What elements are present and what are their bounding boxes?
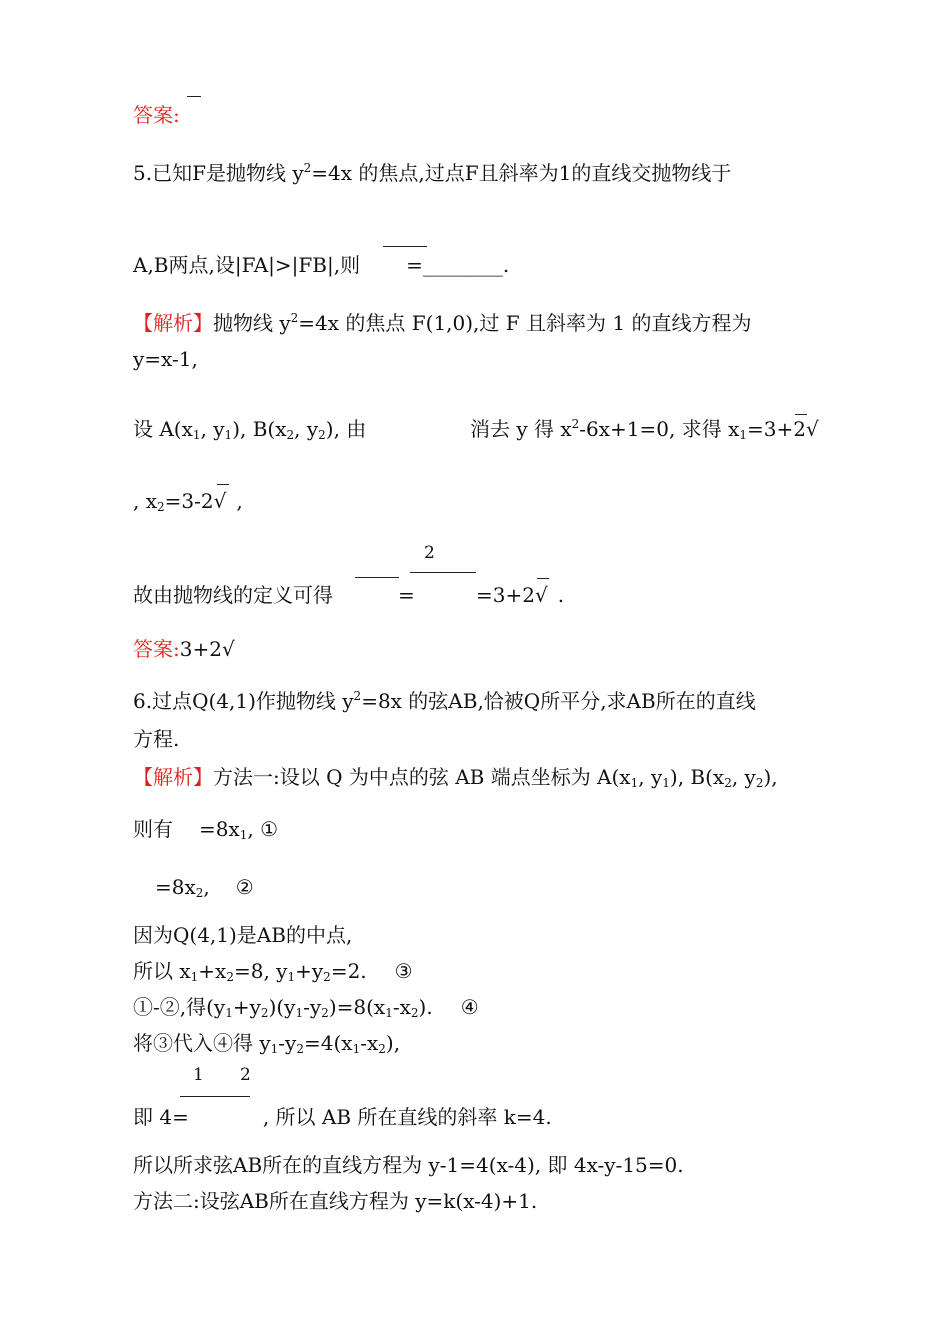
q6-line9: 将③代入④得 $y_1-y_2=4(x_1-x_2)$, xyxy=(133,1031,401,1056)
fraction-bar xyxy=(355,577,399,578)
q6-line7: 所以 $x_1+x_2=8$, $y_1+y_2=2$. ③ xyxy=(133,959,413,984)
q5-solution-line1: 【解析】抛物线 $y^2=4x$ 的焦点 F(1,0),过 F 且斜率为 1 的直线方程为 xyxy=(133,311,752,335)
sqrt-bar xyxy=(537,578,549,579)
fraction-bar xyxy=(180,1096,250,1097)
q5-solution-line3a: 设 $A(x_1$, $y_1$), $B(x_2$, $y_2$), 由 xyxy=(133,417,367,442)
q5-line1: 5.已知F是抛物线 $y^2=4x$ 的焦点,过点F且斜率为1的直线交抛物线于 xyxy=(133,161,732,185)
q6-line1: 6.过点Q(4,1)作抛物线 $y^2=8x$ 的弦AB,恰被Q所平分,求AB所在的直线 xyxy=(133,689,756,713)
sqrt-bar xyxy=(217,484,229,485)
q5-answer: 答案:3+2√ xyxy=(133,637,235,661)
answer-label-prev: 答案: xyxy=(133,103,180,127)
sqrt-symbol: √ xyxy=(805,417,819,441)
solution-tag: 【解析】 xyxy=(133,765,213,789)
q6-line2: 方程. xyxy=(133,727,180,751)
sqrt-symbol: √ xyxy=(534,583,548,607)
solution-tag: 【解析】 xyxy=(133,311,213,335)
q6-line6: 因为Q(4,1)是AB的中点, xyxy=(133,923,353,947)
q6-eq2: $=8x_2$, ② xyxy=(155,875,254,900)
q5-eq-sign: = xyxy=(398,583,415,607)
q5-solution-line5-value: =3+2√ . xyxy=(476,583,565,607)
fraction-numerator: 2 xyxy=(240,1065,251,1085)
q5-solution-line3b: 消去 y 得 $x^2-6x+1=0$, 求得 $x_1=3+2√$ xyxy=(470,417,819,442)
q5-solution-line4: , $x_2=3-2√$ , xyxy=(133,489,243,514)
sqrt-bar xyxy=(187,96,201,97)
q6-eq1: 则有 $=8x_1$, ① xyxy=(133,817,279,842)
q6-line12: 方法二:设弦AB所在直线方程为 y=k(x-4)+1. xyxy=(133,1189,538,1213)
fraction-numerator: 1 xyxy=(193,1065,204,1085)
sqrt-bar xyxy=(795,414,807,415)
sqrt-symbol: √ xyxy=(221,637,235,661)
q5-line2: A,B两点,设|FA|>|FB|,则 =________. xyxy=(133,253,510,277)
q6-line11: 所以所求弦AB所在的直线方程为 y-1=4(x-4), 即 4x-y-15=0. xyxy=(133,1153,684,1177)
q6-solution-line1: 【解析】方法一:设以 Q 为中点的弦 AB 端点坐标为 $A(x_1$, $y_1$), $B(x_2$, $y_2$), xyxy=(133,765,778,790)
q6-line10: 即 4= , 所以 AB 所在直线的斜率 k=4. xyxy=(133,1105,552,1129)
q6-line8: ①-②,得$(y_1+y_2)(y_1-y_2)=8(x_1-x_2)$. ④ xyxy=(133,995,479,1020)
fraction-bar xyxy=(383,246,427,247)
q5-solution-line2: y=x-1, xyxy=(133,347,198,371)
sqrt-symbol: √ xyxy=(213,489,227,513)
q5-solution-line5: 故由抛物线的定义可得 xyxy=(133,583,333,607)
fraction-bar xyxy=(410,572,476,573)
fraction-numerator: 2 xyxy=(424,543,435,563)
